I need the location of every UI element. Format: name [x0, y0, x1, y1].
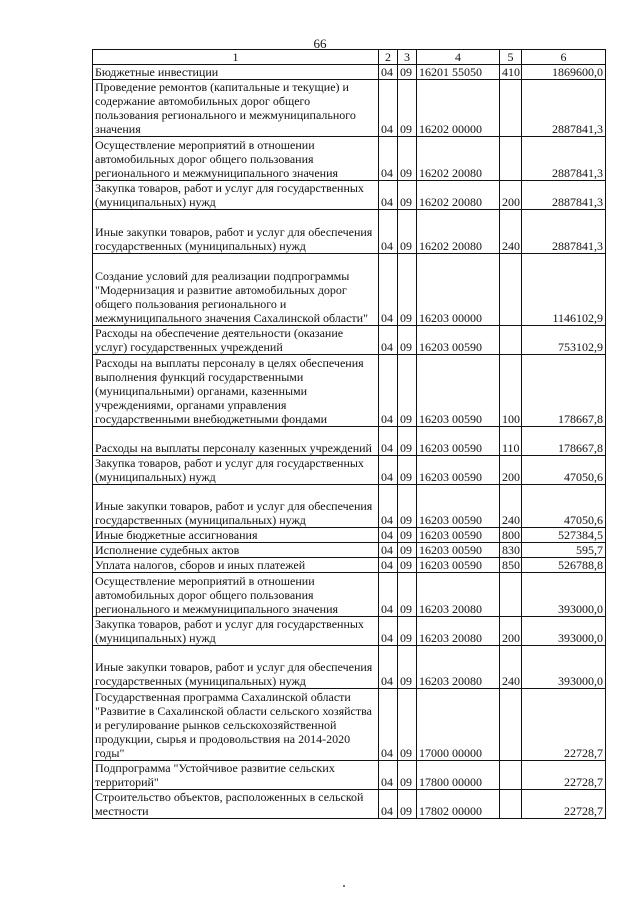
cell-name: Расходы на выплаты персоналу в целях обеспечения выполнения функций государственными (муниципальными) органами, казенными учреждениями, органами управления государственными внебюджетными фондами: [93, 355, 379, 427]
cell-name: Подпрограмма "Устойчивое развитие сельских территорий": [93, 761, 379, 790]
cell-target-code: 16203 20080: [417, 617, 500, 646]
cell-name: Осуществление мероприятий в отношении автомобильных дорог общего пользования регионального и межмуниципального значения: [93, 573, 379, 617]
cell-expense-type: 200: [500, 456, 522, 485]
cell-target-code: 16203 00590: [417, 355, 500, 427]
table-row: [93, 558, 606, 573]
cell-amount: 1869600,0: [522, 65, 606, 80]
table-row: [93, 790, 606, 819]
cell-section: 04: [379, 355, 398, 427]
cell-amount: 526788,8: [522, 558, 606, 573]
table-row: [93, 137, 606, 181]
cell-amount: 22728,7: [522, 689, 606, 761]
cell-subsection: 09: [398, 326, 417, 355]
cell-expense-type: 100: [500, 355, 522, 427]
cell-name: Закупка товаров, работ и услуг для государственных (муниципальных) нужд: [93, 456, 379, 485]
cell-amount: 2887841,3: [522, 80, 606, 137]
cell-amount: 1146102,9: [522, 254, 606, 326]
cell-subsection: 09: [398, 646, 417, 689]
cell-amount: 47050,6: [522, 456, 606, 485]
cell-expense-type: [500, 573, 522, 617]
cell-section: 04: [379, 528, 398, 543]
cell-expense-type: 200: [500, 617, 522, 646]
cell-expense-type: [500, 790, 522, 819]
cell-subsection: 09: [398, 543, 417, 558]
cell-amount: 178667,8: [522, 427, 606, 456]
cell-subsection: 09: [398, 427, 417, 456]
cell-subsection: 09: [398, 617, 417, 646]
header-cell-section: 2: [379, 50, 398, 65]
table-row: [93, 646, 606, 689]
cell-target-code: 16203 00590: [417, 427, 500, 456]
cell-section: 04: [379, 65, 398, 80]
cell-amount: 393000,0: [522, 573, 606, 617]
cell-name: Закупка товаров, работ и услуг для государственных (муниципальных) нужд: [93, 181, 379, 210]
cell-amount: 2887841,3: [522, 137, 606, 181]
table-row: [93, 181, 606, 210]
header-cell-target-code: 4: [417, 50, 500, 65]
cell-section: 04: [379, 543, 398, 558]
cell-subsection: 09: [398, 456, 417, 485]
table-row: [93, 80, 606, 137]
cell-amount: 2887841,3: [522, 181, 606, 210]
cell-amount: 527384,5: [522, 528, 606, 543]
cell-section: 04: [379, 427, 398, 456]
table-row: [93, 761, 606, 790]
scan-speck: [343, 885, 345, 887]
cell-subsection: 09: [398, 790, 417, 819]
cell-amount: 393000,0: [522, 646, 606, 689]
budget-table-body: [93, 50, 606, 819]
cell-target-code: 16202 20080: [417, 137, 500, 181]
cell-target-code: 16201 55050: [417, 65, 500, 80]
cell-subsection: 09: [398, 254, 417, 326]
cell-target-code: 17000 00000: [417, 689, 500, 761]
cell-amount: 2887841,3: [522, 210, 606, 254]
cell-amount: 178667,8: [522, 355, 606, 427]
cell-name: Закупка товаров, работ и услуг для государственных (муниципальных) нужд: [93, 617, 379, 646]
table-row: [93, 543, 606, 558]
cell-expense-type: [500, 80, 522, 137]
cell-name: Уплата налогов, сборов и иных платежей: [93, 558, 379, 573]
cell-section: 04: [379, 181, 398, 210]
cell-target-code: 16203 00590: [417, 528, 500, 543]
cell-amount: 22728,7: [522, 790, 606, 819]
cell-target-code: 16203 00590: [417, 456, 500, 485]
cell-amount: 753102,9: [522, 326, 606, 355]
cell-expense-type: 240: [500, 646, 522, 689]
cell-subsection: 09: [398, 210, 417, 254]
cell-section: 04: [379, 573, 398, 617]
cell-subsection: 09: [398, 689, 417, 761]
cell-name: Иные бюджетные ассигнования: [93, 528, 379, 543]
cell-expense-type: 110: [500, 427, 522, 456]
table-row: [93, 355, 606, 427]
header-cell-name: 1: [93, 50, 379, 65]
table-row: [93, 427, 606, 456]
cell-expense-type: 830: [500, 543, 522, 558]
cell-expense-type: 240: [500, 210, 522, 254]
table-row: [93, 456, 606, 485]
cell-subsection: 09: [398, 137, 417, 181]
cell-name: Государственная программа Сахалинской области "Развитие в Сахалинской области сельского хозяйства и регулирование рынков сельскохозяйственной продукции, сырья и продовольствия на 2014-2020 годы": [93, 689, 379, 761]
budget-table: [92, 49, 606, 819]
cell-subsection: 09: [398, 573, 417, 617]
cell-amount: 595,7: [522, 543, 606, 558]
cell-target-code: 16202 20080: [417, 181, 500, 210]
cell-amount: 393000,0: [522, 617, 606, 646]
cell-name: Осуществление мероприятий в отношении автомобильных дорог общего пользования регионального и межмуниципального значения: [93, 137, 379, 181]
cell-target-code: 16202 20080: [417, 210, 500, 254]
cell-subsection: 09: [398, 485, 417, 528]
cell-target-code: 16203 20080: [417, 573, 500, 617]
cell-amount: 22728,7: [522, 761, 606, 790]
cell-section: 04: [379, 456, 398, 485]
cell-expense-type: 410: [500, 65, 522, 80]
cell-expense-type: [500, 137, 522, 181]
table-row: [93, 65, 606, 80]
cell-target-code: 16203 00000: [417, 254, 500, 326]
cell-section: 04: [379, 558, 398, 573]
cell-name: Иные закупки товаров, работ и услуг для обеспечения государственных (муниципальных) нужд: [93, 210, 379, 254]
header-cell-amount: 6: [522, 50, 606, 65]
cell-section: 04: [379, 617, 398, 646]
cell-subsection: 09: [398, 65, 417, 80]
cell-section: 04: [379, 80, 398, 137]
cell-section: 04: [379, 790, 398, 819]
cell-subsection: 09: [398, 558, 417, 573]
cell-expense-type: 240: [500, 485, 522, 528]
cell-section: 04: [379, 254, 398, 326]
table-header-row: [93, 50, 606, 65]
cell-subsection: 09: [398, 355, 417, 427]
cell-name: Проведение ремонтов (капитальные и текущие) и содержание автомобильных дорог общего пользования регионального и межмуниципального значения: [93, 80, 379, 137]
cell-name: Иные закупки товаров, работ и услуг для обеспечения государственных (муниципальных) нужд: [93, 646, 379, 689]
cell-target-code: 16203 00590: [417, 485, 500, 528]
table-row: [93, 326, 606, 355]
cell-section: 04: [379, 761, 398, 790]
cell-amount: 47050,6: [522, 485, 606, 528]
cell-expense-type: 200: [500, 181, 522, 210]
table-row: [93, 617, 606, 646]
cell-section: 04: [379, 210, 398, 254]
cell-section: 04: [379, 137, 398, 181]
cell-name: Бюджетные инвестиции: [93, 65, 379, 80]
cell-expense-type: 850: [500, 558, 522, 573]
cell-name: Расходы на обеспечение деятельности (оказание услуг) государственных учреждений: [93, 326, 379, 355]
cell-name: Строительство объектов, расположенных в сельской местности: [93, 790, 379, 819]
cell-subsection: 09: [398, 528, 417, 543]
cell-expense-type: [500, 689, 522, 761]
table-row: [93, 210, 606, 254]
cell-name: Создание условий для реализации подпрограммы "Модернизация и развитие автомобильных дорог общего пользования регионального и межмуниципального значения Сахалинской области": [93, 254, 379, 326]
cell-target-code: 16202 00000: [417, 80, 500, 137]
cell-expense-type: 800: [500, 528, 522, 543]
cell-subsection: 09: [398, 761, 417, 790]
cell-expense-type: [500, 326, 522, 355]
cell-expense-type: [500, 761, 522, 790]
cell-expense-type: [500, 254, 522, 326]
header-cell-expense-type: 5: [500, 50, 522, 65]
table-row: [93, 528, 606, 543]
cell-section: 04: [379, 485, 398, 528]
cell-section: 04: [379, 326, 398, 355]
cell-target-code: 17800 00000: [417, 761, 500, 790]
cell-target-code: 16203 00590: [417, 543, 500, 558]
cell-subsection: 09: [398, 80, 417, 137]
cell-target-code: 16203 00590: [417, 558, 500, 573]
cell-subsection: 09: [398, 181, 417, 210]
table-row: [93, 689, 606, 761]
table-row: [93, 254, 606, 326]
cell-target-code: 16203 00590: [417, 326, 500, 355]
cell-name: Иные закупки товаров, работ и услуг для обеспечения государственных (муниципальных) нужд: [93, 485, 379, 528]
table-row: [93, 573, 606, 617]
cell-name: Исполнение судебных актов: [93, 543, 379, 558]
page-number: 66: [313, 36, 327, 51]
cell-section: 04: [379, 689, 398, 761]
cell-target-code: 17802 00000: [417, 790, 500, 819]
cell-target-code: 16203 20080: [417, 646, 500, 689]
cell-section: 04: [379, 646, 398, 689]
table-row: [93, 485, 606, 528]
cell-name: Расходы на выплаты персоналу казенных учреждений: [93, 427, 379, 456]
header-cell-subsection: 3: [398, 50, 417, 65]
